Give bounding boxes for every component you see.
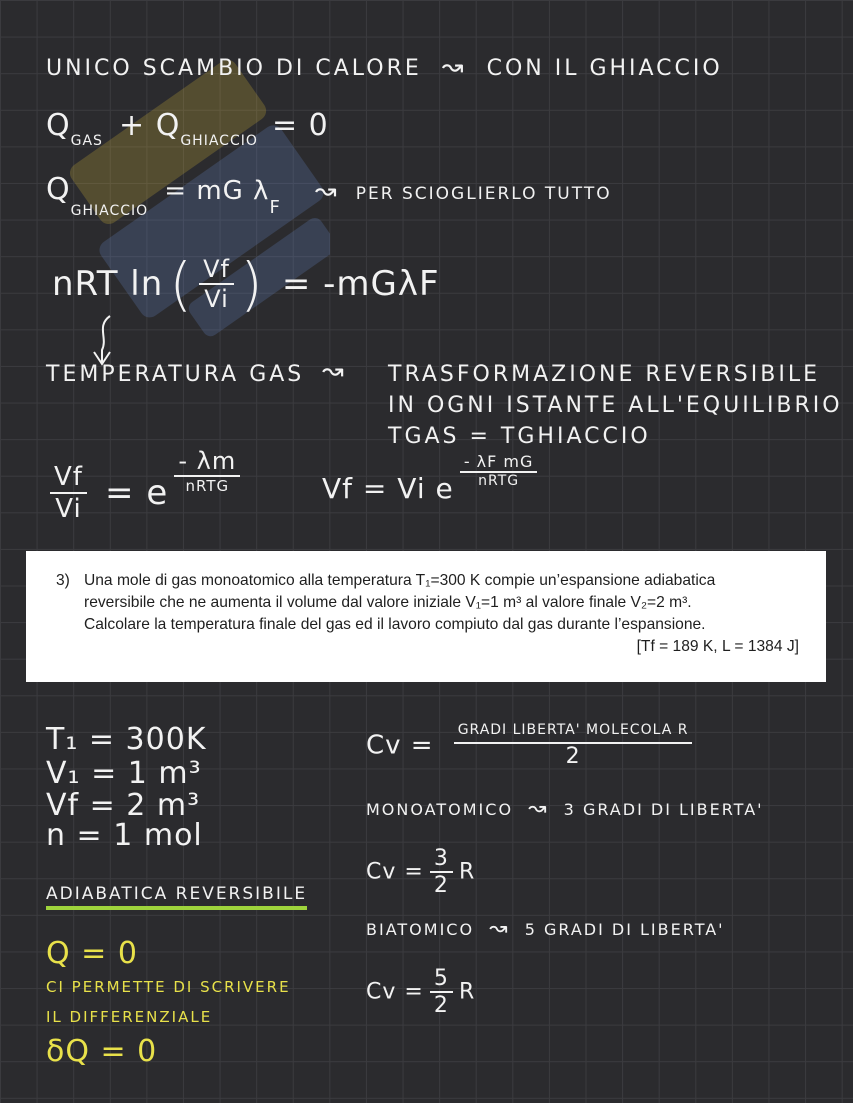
note-differential-1: CI PERMETTE DI SCRIVERE	[46, 978, 291, 996]
cv-monoatomic	[366, 846, 475, 898]
eq4-exponent	[174, 447, 240, 495]
paren-open: (	[169, 250, 194, 318]
monoatomic-line	[366, 796, 764, 821]
note-differential-2: IL DIFFERENZIALE	[46, 1008, 213, 1026]
squiggle-arrow-icon: ↝	[489, 916, 510, 941]
squiggle-arrow-icon: ↝	[314, 176, 338, 206]
eq1-plus: + Q	[119, 108, 181, 143]
problem-line-3: Calcolare la temperatura finale del gas ed il lavoro compiuto dal gas durante l’espansione.	[84, 616, 706, 633]
problem-number: 3)	[56, 572, 70, 589]
eq4-lhs-fraction	[50, 462, 87, 524]
temp-note-2: IN OGNI ISTANTE ALL'EQUILIBRIO	[388, 393, 843, 418]
down-arrow-icon	[88, 312, 118, 368]
cv-bia-label: Cv =	[366, 979, 424, 1005]
temp-note-1: TRASFORMAZIONE REVERSIBILE	[388, 362, 820, 387]
given-v1: V₁ = 1 m³	[46, 756, 202, 791]
cv-mono-num: 3	[430, 846, 453, 873]
eq2-rhs: = mG λ	[164, 176, 270, 206]
cv-general	[366, 722, 692, 769]
eq1-rhs: = 0	[271, 108, 329, 143]
eq1-q: Q	[46, 108, 71, 143]
note-line-1	[46, 52, 723, 82]
monoatomic-note: 3 GRADI DI LIBERTA'	[563, 800, 764, 819]
eq1-ghiaccio-sub: GHIACCIO	[180, 133, 258, 149]
problem-line-1: Una mole di gas monoatomico alla temperatura T₁=300 K compie un’espansione adiabatica	[84, 572, 716, 589]
squiggle-arrow-icon: ↝	[441, 52, 467, 82]
cv-mono-den: 2	[433, 873, 449, 898]
cv-mono-fraction	[430, 846, 453, 898]
eq3-rhs: = -mGλF	[281, 264, 440, 304]
adiabatic-title: ADIABATICA REVERSIBILE	[46, 884, 307, 910]
eq2-f-sub: F	[269, 197, 281, 218]
eq4-lhs-den: Vi	[55, 494, 82, 524]
cv-mono-label: Cv =	[366, 859, 424, 885]
paren-close: )	[240, 250, 264, 318]
problem-statement-box	[26, 551, 826, 682]
temp-note-3: TGAS = TGHIACCIO	[388, 424, 651, 449]
temp-label: TEMPERATURA GAS	[46, 362, 305, 387]
eq2-q: Q	[46, 172, 71, 207]
equation-heat-balance	[46, 108, 329, 149]
eq1-gas-sub: GAS	[70, 133, 103, 149]
eq3-num: Vf	[199, 255, 234, 285]
problem-answer: [Tf = 189 K, L = 1384 J]	[636, 638, 799, 655]
eq5-exponent	[460, 452, 538, 489]
cv-bia-r: R	[459, 979, 476, 1005]
q-zero: Q = 0	[46, 936, 138, 971]
eq5-exp-top: - λF mG	[460, 452, 538, 473]
eq3-lhs: nRT ln	[52, 264, 164, 304]
cv-den: 2	[565, 744, 581, 769]
monoatomic-label: MONOATOMICO	[366, 800, 514, 819]
given-vf: Vf = 2 m³	[46, 788, 201, 823]
eq4-mid: = e	[105, 473, 169, 513]
cv-bia-den: 2	[433, 993, 449, 1018]
equation-vf	[322, 452, 537, 507]
cv-biatomic	[366, 966, 475, 1018]
biatomic-note: 5 GRADI DI LIBERTA'	[524, 920, 725, 939]
adiabatic-title-wrap	[46, 884, 307, 904]
dq-zero: δQ = 0	[46, 1034, 158, 1069]
eq4-exp-top: - λm	[174, 447, 240, 477]
eq5-exp-bot: nRTG	[478, 473, 520, 489]
squiggle-arrow-icon: ↝	[528, 796, 549, 821]
eq3-den: Vi	[204, 285, 229, 313]
equation-ice-heat	[46, 172, 612, 219]
note-line-1-text: UNICO SCAMBIO DI CALORE	[46, 56, 422, 81]
note-line-1-tail: CON IL GHIACCIO	[486, 56, 723, 81]
cv-bia-fraction	[430, 966, 453, 1018]
eq2-ghiaccio-sub: GHIACCIO	[70, 203, 149, 219]
eq3-fraction	[199, 255, 234, 313]
eq5-lhs: Vf = Vi e	[322, 472, 454, 505]
eq4-lhs-num: Vf	[50, 462, 87, 494]
biatomic-line	[366, 916, 725, 941]
cv-mono-r: R	[459, 859, 476, 885]
cv-label: Cv =	[366, 730, 434, 761]
eq4-exp-bot: nRTG	[185, 477, 230, 495]
problem-line-2: reversibile che ne aumenta il volume dal valore iniziale V₁=1 m³ al valore finale V₂=2 m³.	[84, 594, 692, 611]
biatomic-label: BIATOMICO	[366, 920, 475, 939]
squiggle-arrow-icon: ↝	[322, 356, 345, 386]
given-n: n = 1 mol	[46, 818, 203, 853]
cv-fraction	[454, 722, 693, 769]
given-t1: T₁ = 300K	[46, 722, 207, 757]
cv-bia-num: 5	[430, 966, 453, 993]
cv-num: GRADI LIBERTA' MOLECOLA R	[454, 722, 693, 744]
eq2-note: PER SCIOGLIERLO TUTTO	[355, 184, 612, 204]
